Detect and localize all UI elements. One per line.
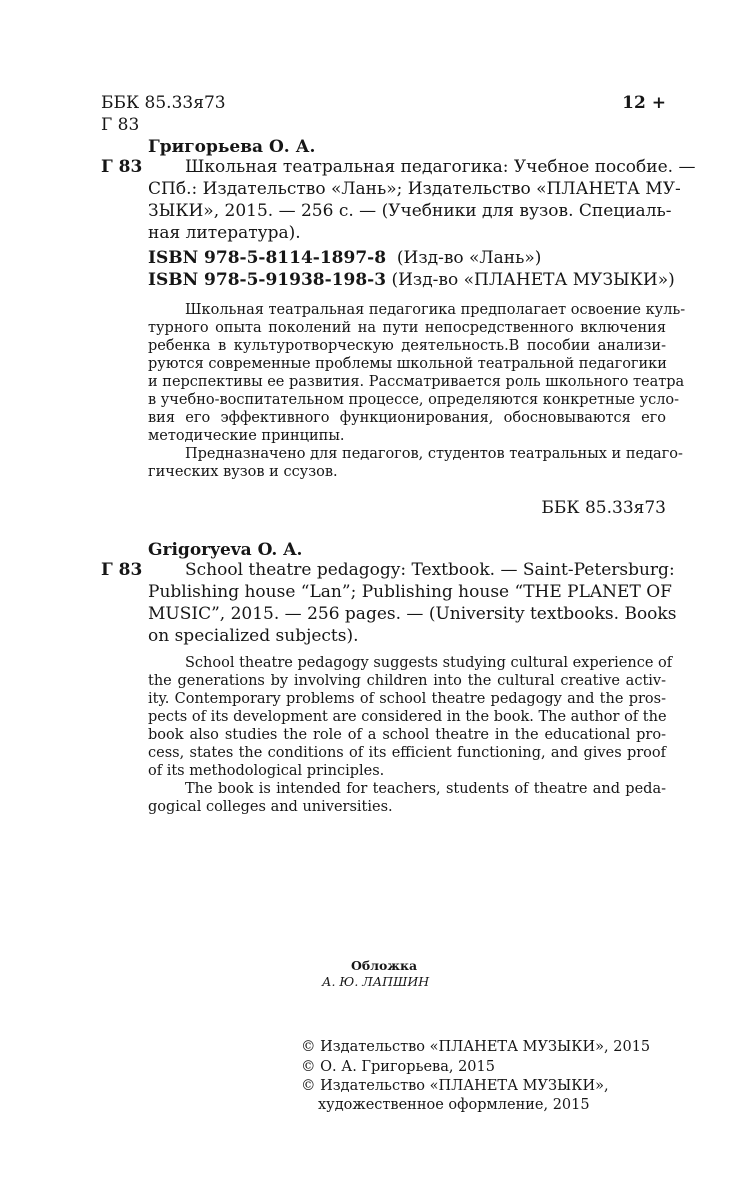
author-mark-ru: Г 83	[101, 157, 143, 177]
description-en	[148, 559, 677, 647]
abstract-ru-line: вия его эффективного функционирования, обосновываются его	[148, 410, 666, 426]
age-rating: 12 +	[622, 93, 666, 113]
abstract-en-line: ity. Contemporary problems of school theatre pedagogy and the pros-	[148, 691, 666, 707]
abstract-en-line: the generations by involving children into the cultural creative activ-	[148, 673, 666, 689]
bbk-code-top: ББК 85.33я73	[101, 93, 226, 113]
isbn-publisher: (Изд-во «ПЛАНЕТА МУЗЫКИ»)	[391, 270, 675, 290]
description-en-line: on specialized subjects).	[148, 626, 359, 646]
audience-en-line: The book is intended for teachers, students of theatre and peda-	[185, 781, 666, 797]
isbn-number: ISBN 978-5-91938-198-3	[148, 270, 387, 290]
description-en-line: Publishing house “Lan”; Publishing house “THE PLANET OF	[148, 582, 672, 602]
abstract-en-line: of its methodological principles.	[148, 763, 385, 779]
abstract-en-line: cess, states the conditions of its efficient functioning, and gives proof	[148, 745, 666, 761]
isbn-row	[148, 269, 675, 291]
abstract-ru-line: ребенка в культуротворческую деятельность.В пособии анализи-	[148, 338, 666, 354]
bbk-code-bottom: ББК 85.33я73	[541, 498, 666, 518]
abstract-ru-line: в учебно-воспитательном процессе, определяются конкретные усло-	[148, 392, 680, 408]
abstract-en-line: School theatre pedagogy suggests studying cultural experience of	[185, 655, 673, 671]
abstract-ru	[148, 301, 686, 481]
isbn-row	[148, 247, 541, 269]
description-ru-line: Школьная театральная педагогика: Учебное пособие. —	[185, 157, 696, 177]
isbn-publisher: (Изд-во «Лань»)	[396, 248, 542, 268]
copyright-line: © Издательство «ПЛАНЕТА МУЗЫКИ»,	[301, 1078, 609, 1094]
description-ru	[148, 156, 696, 244]
isbn-number: ISBN 978-5-8114-1897-8	[148, 248, 387, 268]
abstract-en	[148, 654, 673, 816]
description-en-line: School theatre pedagogy: Textbook. — Saint-Petersburg:	[185, 560, 675, 580]
abstract-en-line: book also studies the role of a school theatre in the educational pro-	[148, 727, 666, 743]
description-en-line: MUSIC”, 2015. — 256 pages. — (University textbooks. Books	[148, 604, 677, 624]
author-ru: Григорьева О. А.	[148, 137, 316, 157]
cover-label: Обложка	[351, 958, 418, 973]
abstract-ru-line: методические принципы.	[148, 428, 345, 444]
author-mark-en: Г 83	[101, 560, 143, 580]
audience-ru-line: Предназначено для педагогов, студентов театральных и педаго-	[185, 446, 683, 462]
copyright-line: © Издательство «ПЛАНЕТА МУЗЫКИ», 2015	[301, 1039, 651, 1055]
description-ru-line: ная литература).	[148, 223, 301, 243]
copyright-line: художественное оформление, 2015	[318, 1097, 590, 1113]
abstract-en-line: pects of its development are considered in the book. The author of the	[148, 709, 667, 725]
author-mark-top: Г 83	[101, 115, 140, 135]
copyright-line: © О. А. Григорьева, 2015	[301, 1059, 495, 1075]
audience-ru-line: гических вузов и ссузов.	[148, 464, 338, 480]
abstract-ru-line: руются современные проблемы школьной театральной педагогики	[148, 356, 667, 372]
author-en: Grigoryeva O. A.	[148, 540, 303, 560]
audience-en-line: gogical colleges and universities.	[148, 799, 393, 815]
cover-artist: А. Ю. ЛАПШИН	[322, 974, 430, 989]
description-ru-line: ЗЫКИ», 2015. — 256 с. — (Учебники для вузов. Специаль-	[148, 201, 672, 221]
description-ru-line: СПб.: Издательство «Лань»; Издательство «ПЛАНЕТА МУ-	[148, 179, 681, 199]
abstract-ru-line: Школьная театральная педагогика предполагает освоение куль-	[185, 302, 686, 318]
abstract-ru-line: турного опыта поколений на пути непосредственного включения	[148, 320, 666, 336]
abstract-ru-line: и перспективы ее развития. Рассматривается роль школьного театра	[148, 374, 685, 390]
